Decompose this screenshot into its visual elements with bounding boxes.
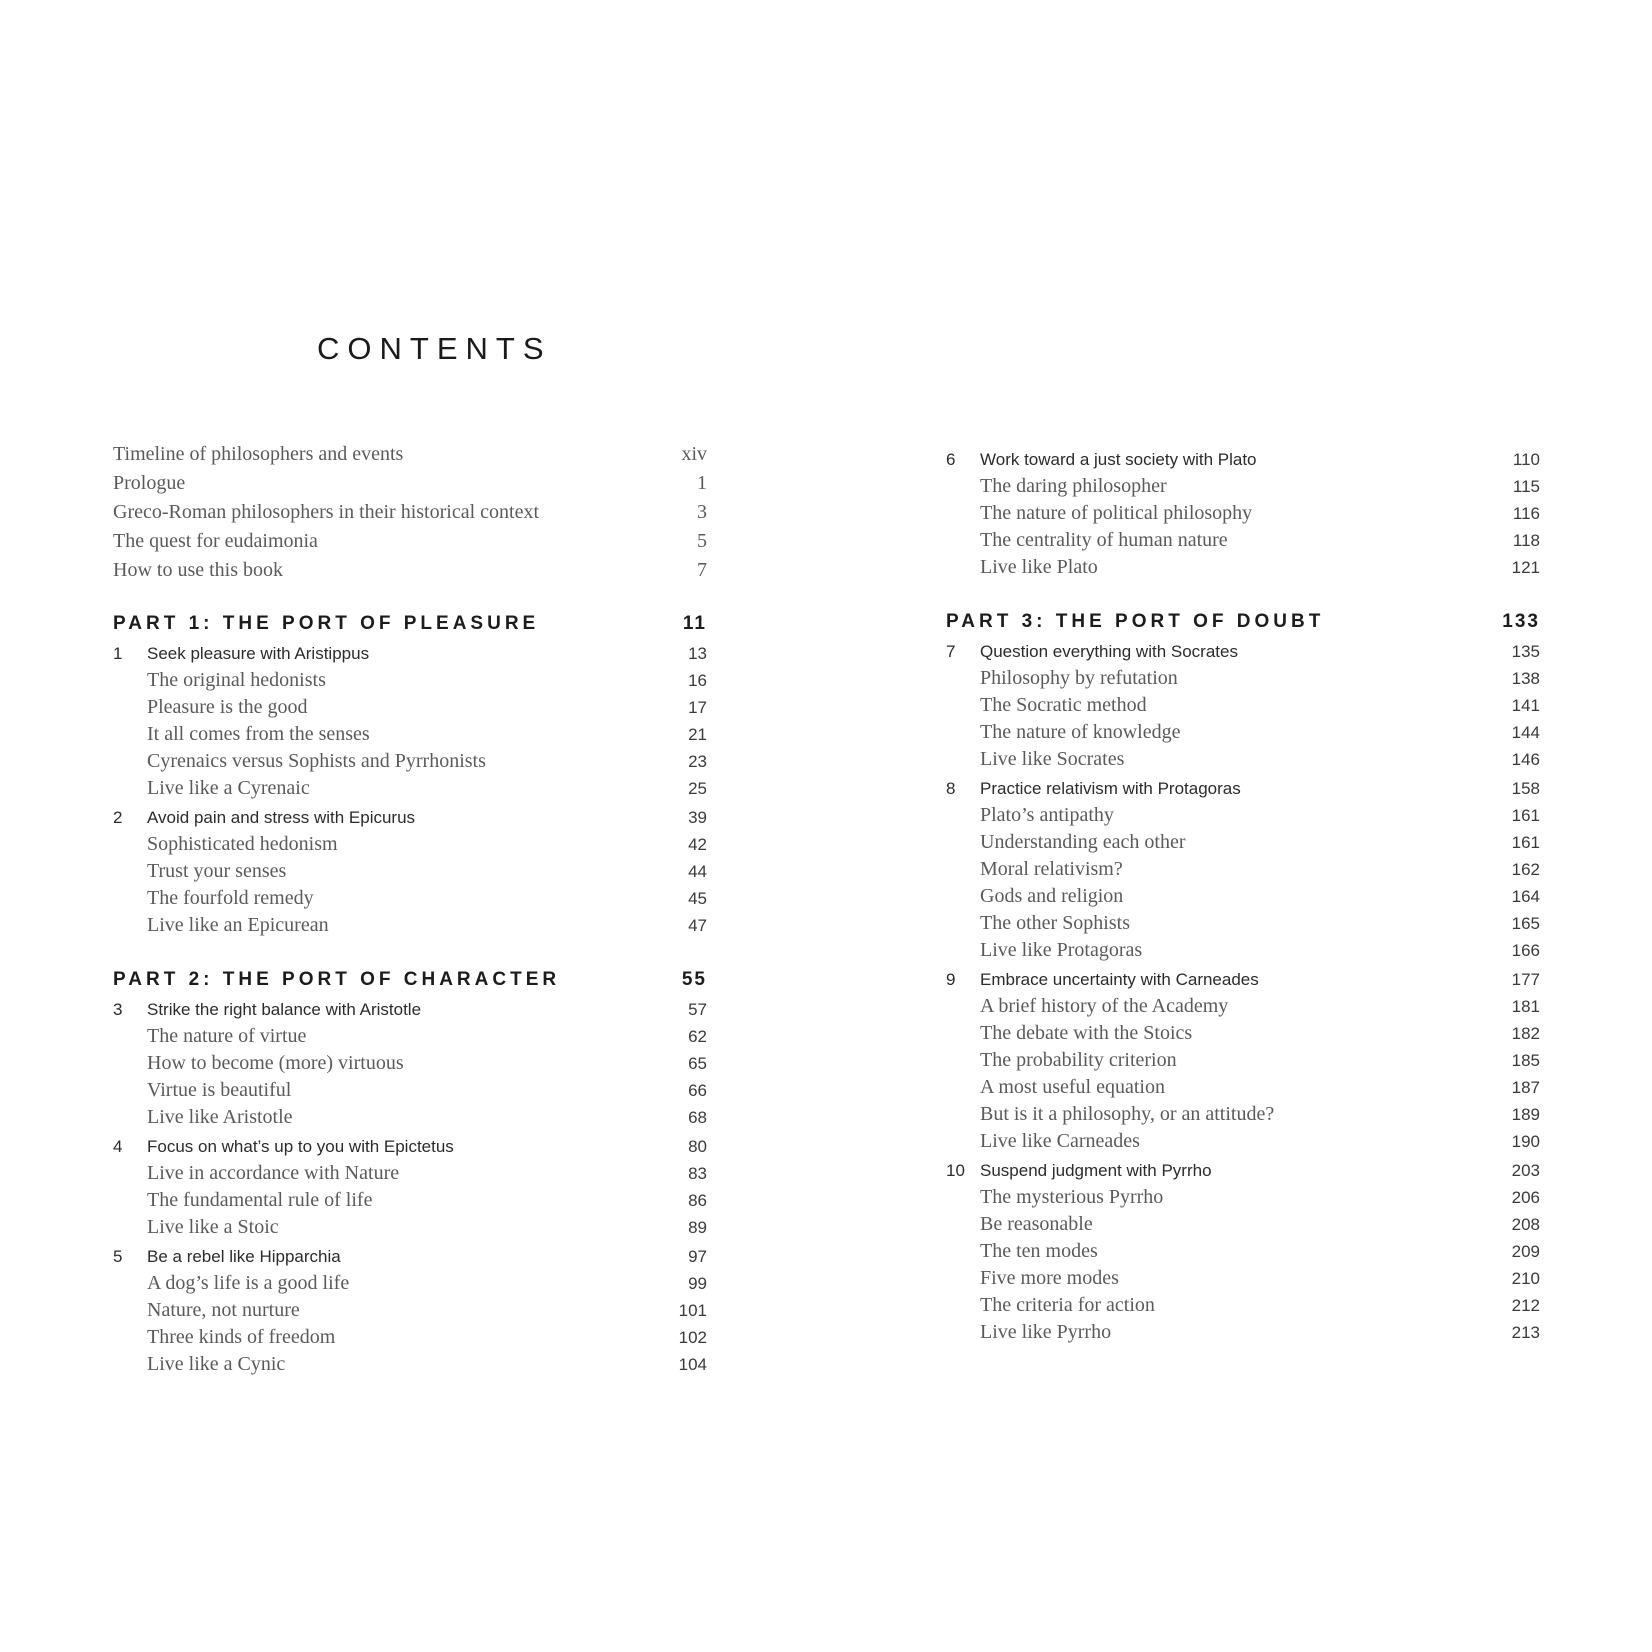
chapter-page: 57	[688, 1000, 707, 1019]
chapter-page: 110	[1512, 450, 1540, 469]
toc-chapter[interactable]	[113, 996, 707, 1023]
entry-page: 1	[697, 472, 707, 494]
chapter-title: Question everything with Socrates	[980, 642, 1238, 661]
entry-page: 165	[1511, 914, 1540, 933]
toc-subentry[interactable]	[113, 885, 707, 912]
toc-entry-front[interactable]	[113, 441, 707, 468]
entry-title: The mysterious Pyrrho	[980, 1186, 1164, 1208]
entry-title: The nature of knowledge	[980, 721, 1181, 743]
entry-title: The fundamental rule of life	[147, 1189, 373, 1211]
toc-chapter[interactable]	[946, 1157, 1540, 1184]
toc-subentry[interactable]	[946, 719, 1540, 746]
toc-subentry[interactable]	[113, 721, 707, 748]
toc-subentry[interactable]	[946, 993, 1540, 1020]
entry-title: Live like a Stoic	[147, 1216, 279, 1238]
entry-page: 181	[1511, 997, 1540, 1016]
toc-chapter[interactable]	[113, 1243, 707, 1270]
toc-subentry[interactable]	[946, 1184, 1540, 1211]
entry-page: 206	[1511, 1188, 1540, 1207]
chapter-title: Avoid pain and stress with Epicurus	[147, 808, 416, 827]
entry-page: 102	[678, 1328, 707, 1347]
toc-subentry[interactable]	[113, 694, 707, 721]
toc-subentry[interactable]	[946, 1128, 1540, 1155]
entry-title: The ten modes	[980, 1240, 1098, 1262]
chapter-title: Embrace uncertainty with Carneades	[980, 970, 1259, 989]
toc-subentry[interactable]	[946, 883, 1540, 910]
toc-subentry[interactable]	[113, 748, 707, 775]
entry-page: 162	[1511, 860, 1540, 879]
entry-title: Be reasonable	[980, 1213, 1093, 1235]
toc-entry-front[interactable]	[113, 557, 707, 584]
toc-subentry[interactable]	[946, 665, 1540, 692]
entry-page: 62	[688, 1027, 707, 1046]
entry-page: 104	[678, 1355, 707, 1374]
chapter-page: 203	[1511, 1161, 1540, 1180]
toc-chapter[interactable]	[946, 966, 1540, 993]
entry-title: Trust your senses	[147, 860, 287, 882]
entry-title: Plato’s antipathy	[980, 804, 1114, 826]
toc-chapter[interactable]	[113, 804, 707, 831]
part-title: PART 2: THE PORT OF CHARACTER	[113, 969, 561, 990]
entry-title: The original hedonists	[147, 669, 326, 691]
chapter-page: 177	[1511, 970, 1540, 989]
entry-page: 23	[688, 752, 707, 771]
toc-subentry[interactable]	[113, 1351, 707, 1378]
entry-title: The probability criterion	[980, 1049, 1177, 1071]
entry-title: Live like Aristotle	[147, 1106, 293, 1128]
entry-page: 47	[688, 916, 707, 935]
toc-subentry[interactable]	[113, 1214, 707, 1241]
entry-title: The criteria for action	[980, 1294, 1155, 1316]
chapter-page: 39	[688, 808, 707, 827]
entry-title: The Socratic method	[980, 694, 1147, 716]
entry-page: 16	[688, 671, 707, 690]
part-title: PART 3: THE PORT OF DOUBT	[946, 611, 1325, 632]
entry-page: 21	[688, 725, 707, 744]
entry-title: Live like Plato	[980, 556, 1098, 578]
entry-title: A brief history of the Academy	[980, 995, 1229, 1017]
entry-title: Pleasure is the good	[147, 696, 308, 718]
chapter-title: Seek pleasure with Aristippus	[147, 644, 370, 663]
toc-part-heading[interactable]	[946, 608, 1540, 635]
entry-title: A most useful equation	[980, 1076, 1165, 1098]
chapter-title: Suspend judgment with Pyrrho	[980, 1161, 1212, 1180]
chapter-number: 2	[113, 808, 123, 827]
entry-page: 116	[1512, 504, 1540, 523]
entry-title: Live like Carneades	[980, 1130, 1140, 1152]
entry-page: 161	[1511, 806, 1540, 825]
entry-page: 7	[697, 559, 707, 581]
chapter-title: Strike the right balance with Aristotle	[147, 1000, 422, 1019]
chapter-page: 158	[1511, 779, 1540, 798]
toc-subentry[interactable]	[113, 1050, 707, 1077]
entry-page: 208	[1511, 1215, 1540, 1234]
toc-subentry[interactable]	[113, 1104, 707, 1131]
entry-page: 164	[1511, 887, 1540, 906]
entry-title: Understanding each other	[980, 831, 1186, 853]
chapter-number: 5	[113, 1247, 123, 1266]
entry-page: 44	[688, 862, 707, 881]
entry-page: 144	[1511, 723, 1540, 742]
toc-subentry[interactable]	[946, 527, 1540, 554]
entry-title: A dog’s life is a good life	[147, 1272, 350, 1294]
entry-page: 138	[1511, 669, 1540, 688]
toc-entry-front[interactable]	[113, 470, 707, 497]
toc-entry-front[interactable]	[113, 499, 707, 526]
entry-title: Live like a Cynic	[147, 1353, 286, 1375]
toc-subentry[interactable]	[113, 1187, 707, 1214]
entry-page: 99	[688, 1274, 707, 1293]
chapter-page: 13	[688, 644, 707, 663]
entry-title: Sophisticated hedonism	[147, 833, 338, 855]
entry-page: 66	[688, 1081, 707, 1100]
chapter-number: 3	[113, 1000, 123, 1019]
entry-page: 45	[688, 889, 707, 908]
entry-title: Greco-Roman philosophers in their historical context	[113, 501, 540, 523]
toc-subentry[interactable]	[946, 1211, 1540, 1238]
entry-page: xiv	[681, 443, 707, 465]
entry-title: Live like Protagoras	[980, 939, 1143, 961]
entry-page: 25	[688, 779, 707, 798]
entry-title: Philosophy by refutation	[980, 667, 1178, 689]
entry-title: The nature of virtue	[147, 1025, 307, 1047]
entry-page: 101	[678, 1301, 707, 1320]
toc-subentry[interactable]	[946, 1265, 1540, 1292]
entry-title: The fourfold remedy	[147, 887, 314, 909]
part-page: 11	[682, 613, 707, 634]
entry-page: 212	[1511, 1296, 1540, 1315]
entry-page: 190	[1511, 1132, 1540, 1151]
toc-subentry[interactable]	[113, 1324, 707, 1351]
chapter-title: Practice relativism with Protagoras	[980, 779, 1241, 798]
toc-subentry[interactable]	[946, 829, 1540, 856]
entry-title: Prologue	[113, 472, 186, 494]
entry-title: How to become (more) virtuous	[147, 1052, 404, 1074]
chapter-number: 4	[113, 1137, 123, 1156]
entry-page: 161	[1511, 833, 1540, 852]
toc-subentry[interactable]	[946, 1101, 1540, 1128]
entry-page: 185	[1511, 1051, 1540, 1070]
entry-page: 182	[1511, 1024, 1540, 1043]
entry-title: Live like an Epicurean	[147, 914, 329, 936]
toc-subentry[interactable]	[946, 554, 1540, 581]
toc-subentry[interactable]	[113, 1077, 707, 1104]
chapter-number: 6	[946, 450, 956, 469]
chapter-title: Work toward a just society with Plato	[980, 450, 1257, 469]
toc-subentry[interactable]	[946, 500, 1540, 527]
toc-subentry[interactable]	[113, 667, 707, 694]
entry-page: 166	[1511, 941, 1540, 960]
chapter-page: 97	[688, 1247, 707, 1266]
entry-page: 210	[1511, 1269, 1540, 1288]
entry-page: 209	[1511, 1242, 1540, 1261]
chapter-title: Focus on what’s up to you with Epictetus	[147, 1137, 454, 1156]
toc-subentry[interactable]	[946, 1020, 1540, 1047]
toc-subentry[interactable]	[113, 1270, 707, 1297]
entry-page: 146	[1511, 750, 1540, 769]
toc-chapter[interactable]	[946, 446, 1540, 473]
toc-subentry[interactable]	[113, 1023, 707, 1050]
toc-subentry[interactable]	[946, 1319, 1540, 1346]
entry-title: The centrality of human nature	[980, 529, 1228, 551]
chapter-number: 10	[946, 1161, 965, 1180]
entry-page: 86	[688, 1191, 707, 1210]
entry-title: Moral relativism?	[980, 858, 1123, 880]
toc-subentry[interactable]	[113, 1160, 707, 1187]
chapter-page: 135	[1511, 642, 1540, 661]
chapter-number: 1	[113, 644, 123, 663]
toc-subentry[interactable]	[946, 746, 1540, 773]
toc-subentry[interactable]	[946, 692, 1540, 719]
part-title: PART 1: THE PORT OF PLEASURE	[113, 613, 540, 634]
toc-subentry[interactable]	[946, 937, 1540, 964]
entry-page: 89	[688, 1218, 707, 1237]
toc-subentry[interactable]	[946, 1047, 1540, 1074]
part-page: 133	[1502, 611, 1540, 632]
toc-subentry[interactable]	[946, 802, 1540, 829]
entry-title: Live in accordance with Nature	[147, 1162, 400, 1184]
toc-subentry[interactable]	[946, 473, 1540, 500]
part-page: 55	[681, 969, 707, 990]
entry-title: How to use this book	[113, 559, 283, 581]
entry-title: Timeline of philosophers and events	[113, 443, 404, 465]
entry-title: Live like Pyrrho	[980, 1321, 1112, 1343]
entry-page: 121	[1511, 558, 1540, 577]
entry-title: Live like Socrates	[980, 748, 1125, 770]
toc-subentry[interactable]	[113, 831, 707, 858]
entry-title: The nature of political philosophy	[980, 502, 1253, 524]
entry-page: 83	[688, 1164, 707, 1183]
entry-title: But is it a philosophy, or an attitude?	[980, 1103, 1275, 1125]
entry-page: 3	[697, 501, 707, 523]
entry-page: 5	[697, 530, 707, 552]
entry-page: 187	[1511, 1078, 1540, 1097]
entry-page: 213	[1511, 1323, 1540, 1342]
chapter-number: 8	[946, 779, 956, 798]
toc-subentry[interactable]	[946, 910, 1540, 937]
entry-title: The debate with the Stoics	[980, 1022, 1193, 1044]
toc-subentry[interactable]	[946, 856, 1540, 883]
page-title: CONTENTS	[317, 331, 552, 366]
toc-subentry[interactable]	[946, 1238, 1540, 1265]
entry-title: The other Sophists	[980, 912, 1130, 934]
toc-chapter[interactable]	[113, 640, 707, 667]
entry-title: It all comes from the senses	[147, 723, 370, 745]
chapter-title: Be a rebel like Hipparchia	[147, 1247, 341, 1266]
toc-subentry[interactable]	[113, 912, 707, 939]
entry-page: 65	[688, 1054, 707, 1073]
toc-subentry[interactable]	[946, 1292, 1540, 1319]
entry-title: Nature, not nurture	[147, 1299, 300, 1321]
toc-part-heading[interactable]	[113, 966, 707, 993]
toc-chapter[interactable]	[946, 775, 1540, 802]
toc-subentry[interactable]	[113, 858, 707, 885]
entry-title: Three kinds of freedom	[147, 1326, 336, 1348]
entry-page: 17	[688, 698, 707, 717]
toc-part-heading[interactable]	[113, 610, 707, 637]
entry-title: Cyrenaics versus Sophists and Pyrrhonists	[147, 750, 486, 772]
entry-page: 118	[1512, 531, 1540, 550]
toc-chapter[interactable]	[113, 1133, 707, 1160]
entry-title: Five more modes	[980, 1267, 1119, 1289]
toc-chapter[interactable]	[946, 638, 1540, 665]
entry-page: 189	[1511, 1105, 1540, 1124]
toc-subentry[interactable]	[946, 1074, 1540, 1101]
entry-title: Live like a Cyrenaic	[147, 777, 310, 799]
entry-page: 68	[688, 1108, 707, 1127]
entry-title: Gods and religion	[980, 885, 1124, 907]
toc-entry-front[interactable]	[113, 528, 707, 555]
entry-page: 42	[688, 835, 707, 854]
entry-page: 141	[1511, 696, 1540, 715]
toc-subentry[interactable]	[113, 775, 707, 802]
entry-title: The daring philosopher	[980, 475, 1167, 497]
chapter-number: 7	[946, 642, 956, 661]
entry-page: 115	[1512, 477, 1540, 496]
toc-subentry[interactable]	[113, 1297, 707, 1324]
entry-title: Virtue is beautiful	[147, 1079, 292, 1101]
chapter-number: 9	[946, 970, 956, 989]
chapter-page: 80	[688, 1137, 707, 1156]
entry-title: The quest for eudaimonia	[113, 530, 318, 552]
